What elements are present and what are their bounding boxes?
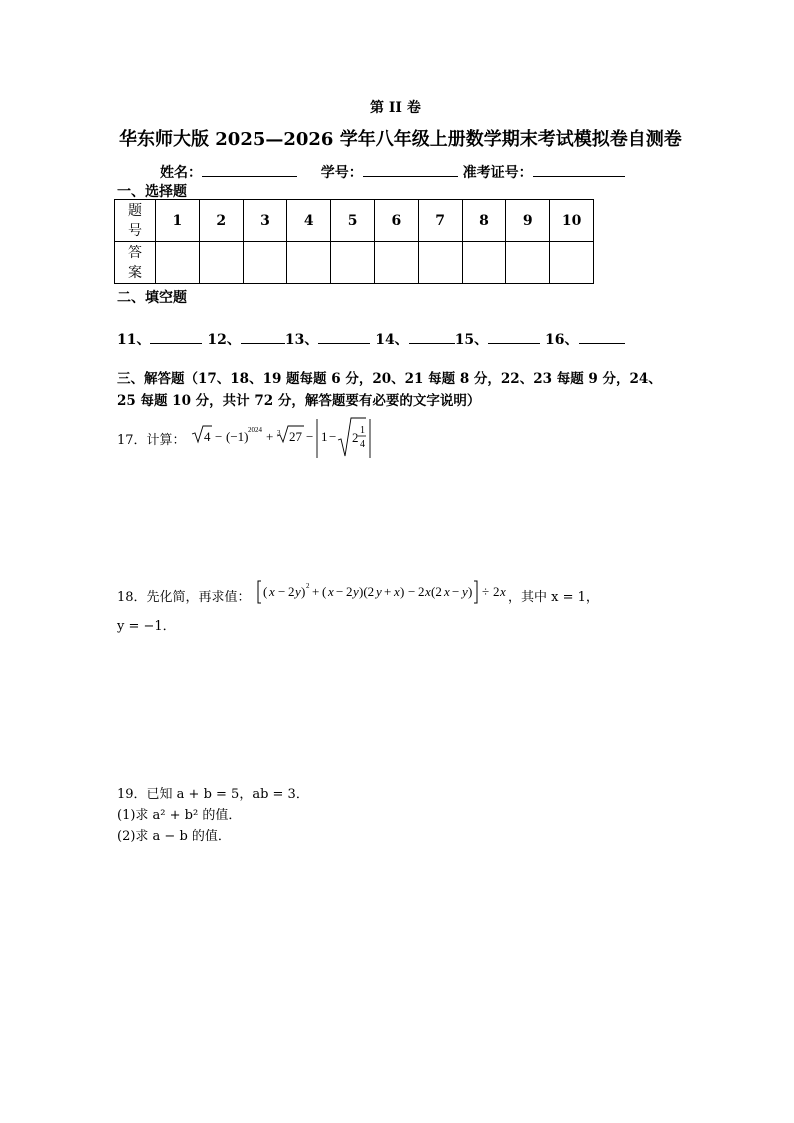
blank-field[interactable] xyxy=(579,330,625,344)
q19-part2: (2)求 a − b 的值． xyxy=(117,829,231,844)
student-info-row xyxy=(160,162,625,182)
svg-text:x: x xyxy=(444,584,450,599)
q17-expression xyxy=(190,414,380,460)
answer-cell[interactable] xyxy=(331,242,375,284)
answer-cell[interactable] xyxy=(287,242,331,284)
answer-cell[interactable] xyxy=(243,242,287,284)
svg-text:): ) xyxy=(400,584,405,599)
blank-label: 14、 xyxy=(375,332,409,348)
svg-text:−: − xyxy=(215,429,223,444)
svg-text:(2: (2 xyxy=(431,584,442,599)
svg-text:2: 2 xyxy=(418,584,425,599)
svg-text:−: − xyxy=(278,584,286,599)
svg-text:4: 4 xyxy=(204,429,211,444)
question-number-cell: 5 xyxy=(331,200,375,242)
blank-label: 12、 xyxy=(207,332,241,348)
svg-text:2024: 2024 xyxy=(248,426,262,434)
svg-text:3: 3 xyxy=(277,429,281,437)
volume-label: 第 II 卷 xyxy=(370,100,421,116)
svg-text:(: ( xyxy=(322,584,327,599)
question-number-cell: 1 xyxy=(156,200,200,242)
question-number-cell: 10 xyxy=(550,200,594,242)
answer-cell[interactable] xyxy=(156,242,200,284)
section3-heading-line2: 25 每题 10 分，共计 72 分，解答题要有必要的文字说明） xyxy=(117,393,481,409)
svg-text:−: − xyxy=(336,584,344,599)
name-label: 姓名： xyxy=(160,165,202,181)
svg-text:x: x xyxy=(500,584,506,599)
id-label: 学号： xyxy=(320,165,363,181)
svg-text:−: − xyxy=(452,584,460,599)
svg-text:−: − xyxy=(329,429,337,444)
svg-text:4: 4 xyxy=(360,439,365,450)
question-number-cell: 7 xyxy=(418,200,462,242)
q18-condition-2: y = −1． xyxy=(117,619,176,634)
svg-text:÷: ÷ xyxy=(482,584,490,599)
svg-text:+: + xyxy=(312,584,320,599)
fill-blank-row xyxy=(117,329,625,349)
answer-table-answer-row xyxy=(115,242,594,284)
svg-text:y: y xyxy=(295,584,301,599)
svg-text:2: 2 xyxy=(306,582,310,590)
svg-text:): ) xyxy=(301,584,306,599)
svg-text:x: x xyxy=(394,584,400,599)
svg-text:+: + xyxy=(266,429,274,444)
svg-text:(−1): (−1) xyxy=(226,429,249,444)
blank-field[interactable] xyxy=(409,330,455,344)
row-header-answer: 答 案 xyxy=(115,242,156,284)
q18-condition-1: ，其中 x = 1， xyxy=(508,590,599,605)
svg-text:y: y xyxy=(376,584,382,599)
q19-part1: (1)求 a² + b² 的值． xyxy=(117,808,242,823)
q17-label: 17．计算： xyxy=(117,433,186,448)
blank-field[interactable] xyxy=(241,330,285,344)
answer-cell[interactable] xyxy=(374,242,418,284)
section3-heading-line1: 三、解答题（17、18、19 题每题 6 分，20、21 每题 8 分，22、23 每题 9 分，24、 xyxy=(117,371,662,387)
blank-label: 15、 xyxy=(454,332,489,348)
blank-field[interactable] xyxy=(488,330,540,344)
svg-text:x: x xyxy=(328,584,334,599)
svg-text:y: y xyxy=(462,584,468,599)
question-number-cell: 8 xyxy=(462,200,506,242)
svg-text:y: y xyxy=(353,584,359,599)
blank-field[interactable] xyxy=(318,330,370,344)
svg-text:2: 2 xyxy=(346,584,353,599)
question-number-cell: 6 xyxy=(374,200,418,242)
section1-heading: 一、选择题 xyxy=(117,184,187,200)
blank-label: 13、 xyxy=(284,332,319,348)
name-field[interactable] xyxy=(202,163,297,177)
svg-text:)(2: )(2 xyxy=(359,584,375,599)
svg-text:2: 2 xyxy=(288,584,295,599)
svg-text:−: − xyxy=(306,429,314,444)
question-number-cell: 9 xyxy=(506,200,550,242)
answer-cell[interactable] xyxy=(506,242,550,284)
question-number-cell: 4 xyxy=(287,200,331,242)
svg-text:1: 1 xyxy=(360,425,365,436)
exam-no-field[interactable] xyxy=(533,163,625,177)
svg-text:1: 1 xyxy=(321,429,328,444)
row-header-number: 题 号 xyxy=(115,200,156,242)
svg-text:+: + xyxy=(384,584,392,599)
svg-text:x: x xyxy=(425,584,431,599)
question-number-cell: 2 xyxy=(199,200,243,242)
answer-table xyxy=(114,199,594,284)
svg-text:27: 27 xyxy=(289,429,302,444)
answer-table-number-row xyxy=(115,200,594,242)
blank-label: 16、 xyxy=(545,332,579,348)
blank-field[interactable] xyxy=(150,330,202,344)
svg-text:2: 2 xyxy=(352,430,359,445)
answer-cell[interactable] xyxy=(462,242,506,284)
q18-label: 18．先化简，再求值： xyxy=(117,590,251,605)
id-field[interactable] xyxy=(363,163,458,177)
page-title: 华东师大版 2025—2026 学年八年级上册数学期末考试模拟卷自测卷 xyxy=(119,129,682,150)
section2-heading: 二、填空题 xyxy=(117,290,187,306)
q18-expression xyxy=(255,578,545,606)
svg-text:): ) xyxy=(468,584,473,599)
q19-label: 19．已知 a + b = 5，ab = 3． xyxy=(117,787,309,802)
svg-text:−: − xyxy=(408,584,416,599)
blank-label: 11、 xyxy=(117,332,151,348)
answer-cell[interactable] xyxy=(550,242,594,284)
svg-text:(: ( xyxy=(263,584,268,599)
svg-text:2: 2 xyxy=(493,584,500,599)
svg-text:x: x xyxy=(269,584,275,599)
answer-cell[interactable] xyxy=(418,242,462,284)
answer-cell[interactable] xyxy=(199,242,243,284)
exam-no-label: 准考证号： xyxy=(462,165,533,181)
question-number-cell: 3 xyxy=(243,200,287,242)
